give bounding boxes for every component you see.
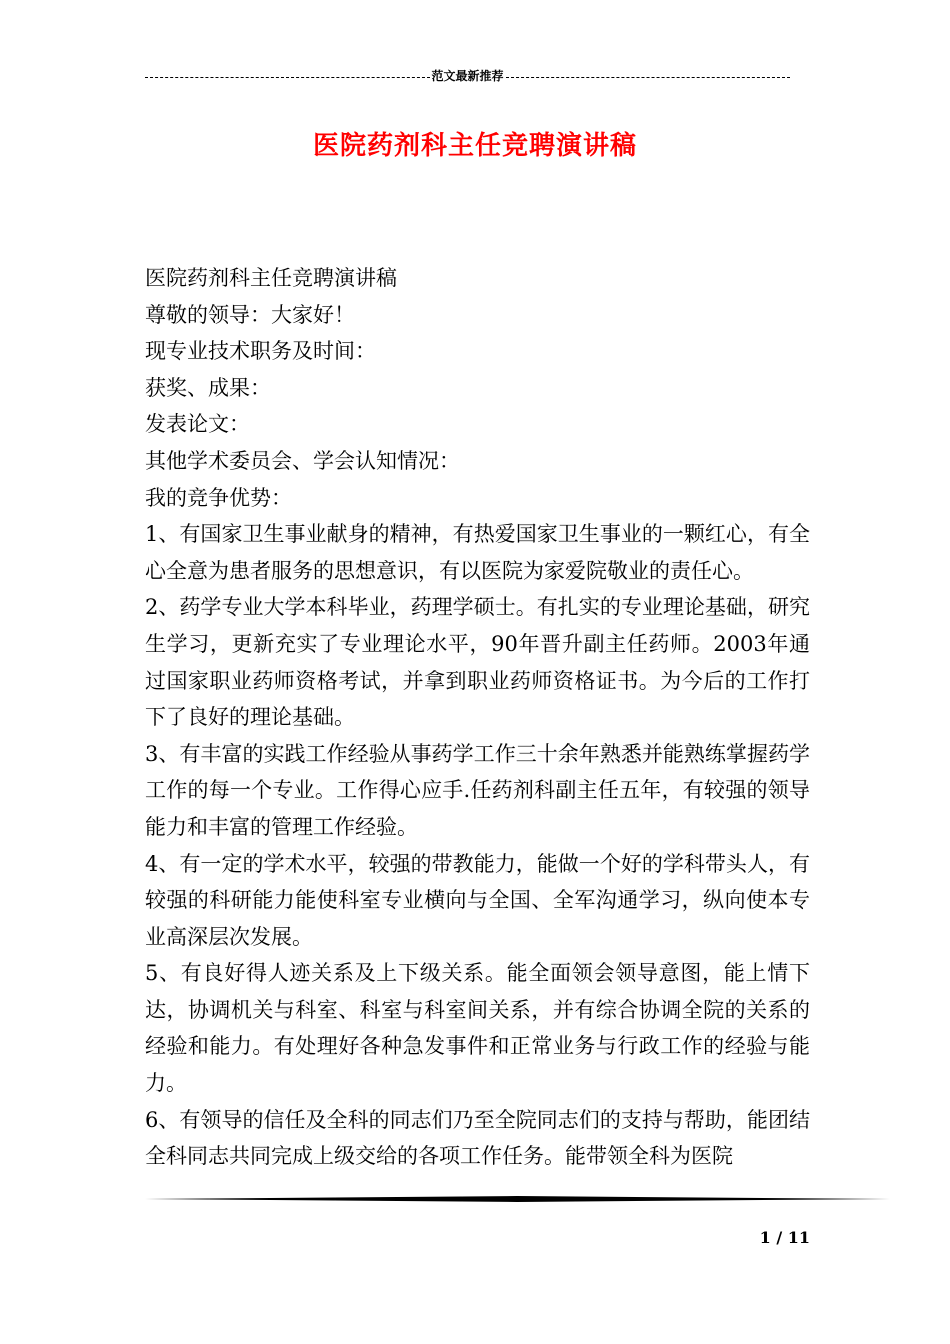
paragraph: 获奖、成果：: [145, 375, 271, 400]
paragraph: 我的竞争优势：: [145, 485, 292, 510]
header-label: 范文最新推荐: [431, 69, 504, 83]
document-title: 医院药剂科主任竞聘演讲稿: [312, 131, 637, 161]
paragraph: 4、有一定的学术水平，较强的带教能力，能做一个好的学科带头人，有较强的科研能力能使科室专业横向与全国、全军沟通学习，纵向使本专业高深层次发展。: [145, 851, 810, 949]
paragraph: 现专业技术职务及时间：: [145, 339, 376, 364]
page-header: [145, 66, 790, 86]
paragraph: 发表论文：: [145, 412, 250, 437]
paragraph: 2、药学专业大学本科毕业，药理学硕士。有扎实的专业理论基础，研究生学习，更新充实了专业理论水平，90年晋升副主任药师。2003年通过国家职业药师资格考试，并拿到职业药师资格证书。为今后的工作打下了良好的理论基础。: [145, 595, 810, 730]
footer-divider: [145, 1196, 890, 1202]
paragraph: 6、有领导的信任及全科的同志们乃至全院同志们的支持与帮助，能团结全科同志共同完成上级交给的各项工作任务。能带领全科为医院: [145, 1107, 810, 1169]
paragraph: 3、有丰富的实践工作经验从事药学工作三十余年熟悉并能熟练掌握药学工作的每一个专业。工作得心应手.任药剂科副主任五年，有较强的领导能力和丰富的管理工作经验。: [145, 741, 810, 839]
paragraph: 医院药剂科主任竞聘演讲稿: [145, 266, 397, 290]
header-dash-left: [145, 77, 430, 78]
paragraph: 5、有良好得人迹关系及上下级关系。能全面领会领导意图，能上情下达，协调机关与科室、科室与科室间关系，并有综合协调全院的关系的经验和能力。有处理好各种急发事件和正常业务与行政工作的经验与能力。: [145, 961, 810, 1096]
paragraph: 其他学术委员会、学会认知情况：: [145, 448, 460, 473]
page-number: 1 / 11: [759, 1228, 810, 1247]
header-dash-right: [506, 77, 791, 78]
paragraph: 1、有国家卫生事业献身的精神，有热爱国家卫生事业的一颗红心，有全心全意为患者服务的思想意识，有以医院为家爱院敬业的责任心。: [145, 522, 810, 583]
paragraph: 尊敬的领导：大家好！: [145, 302, 355, 327]
document-body: [145, 260, 810, 1175]
